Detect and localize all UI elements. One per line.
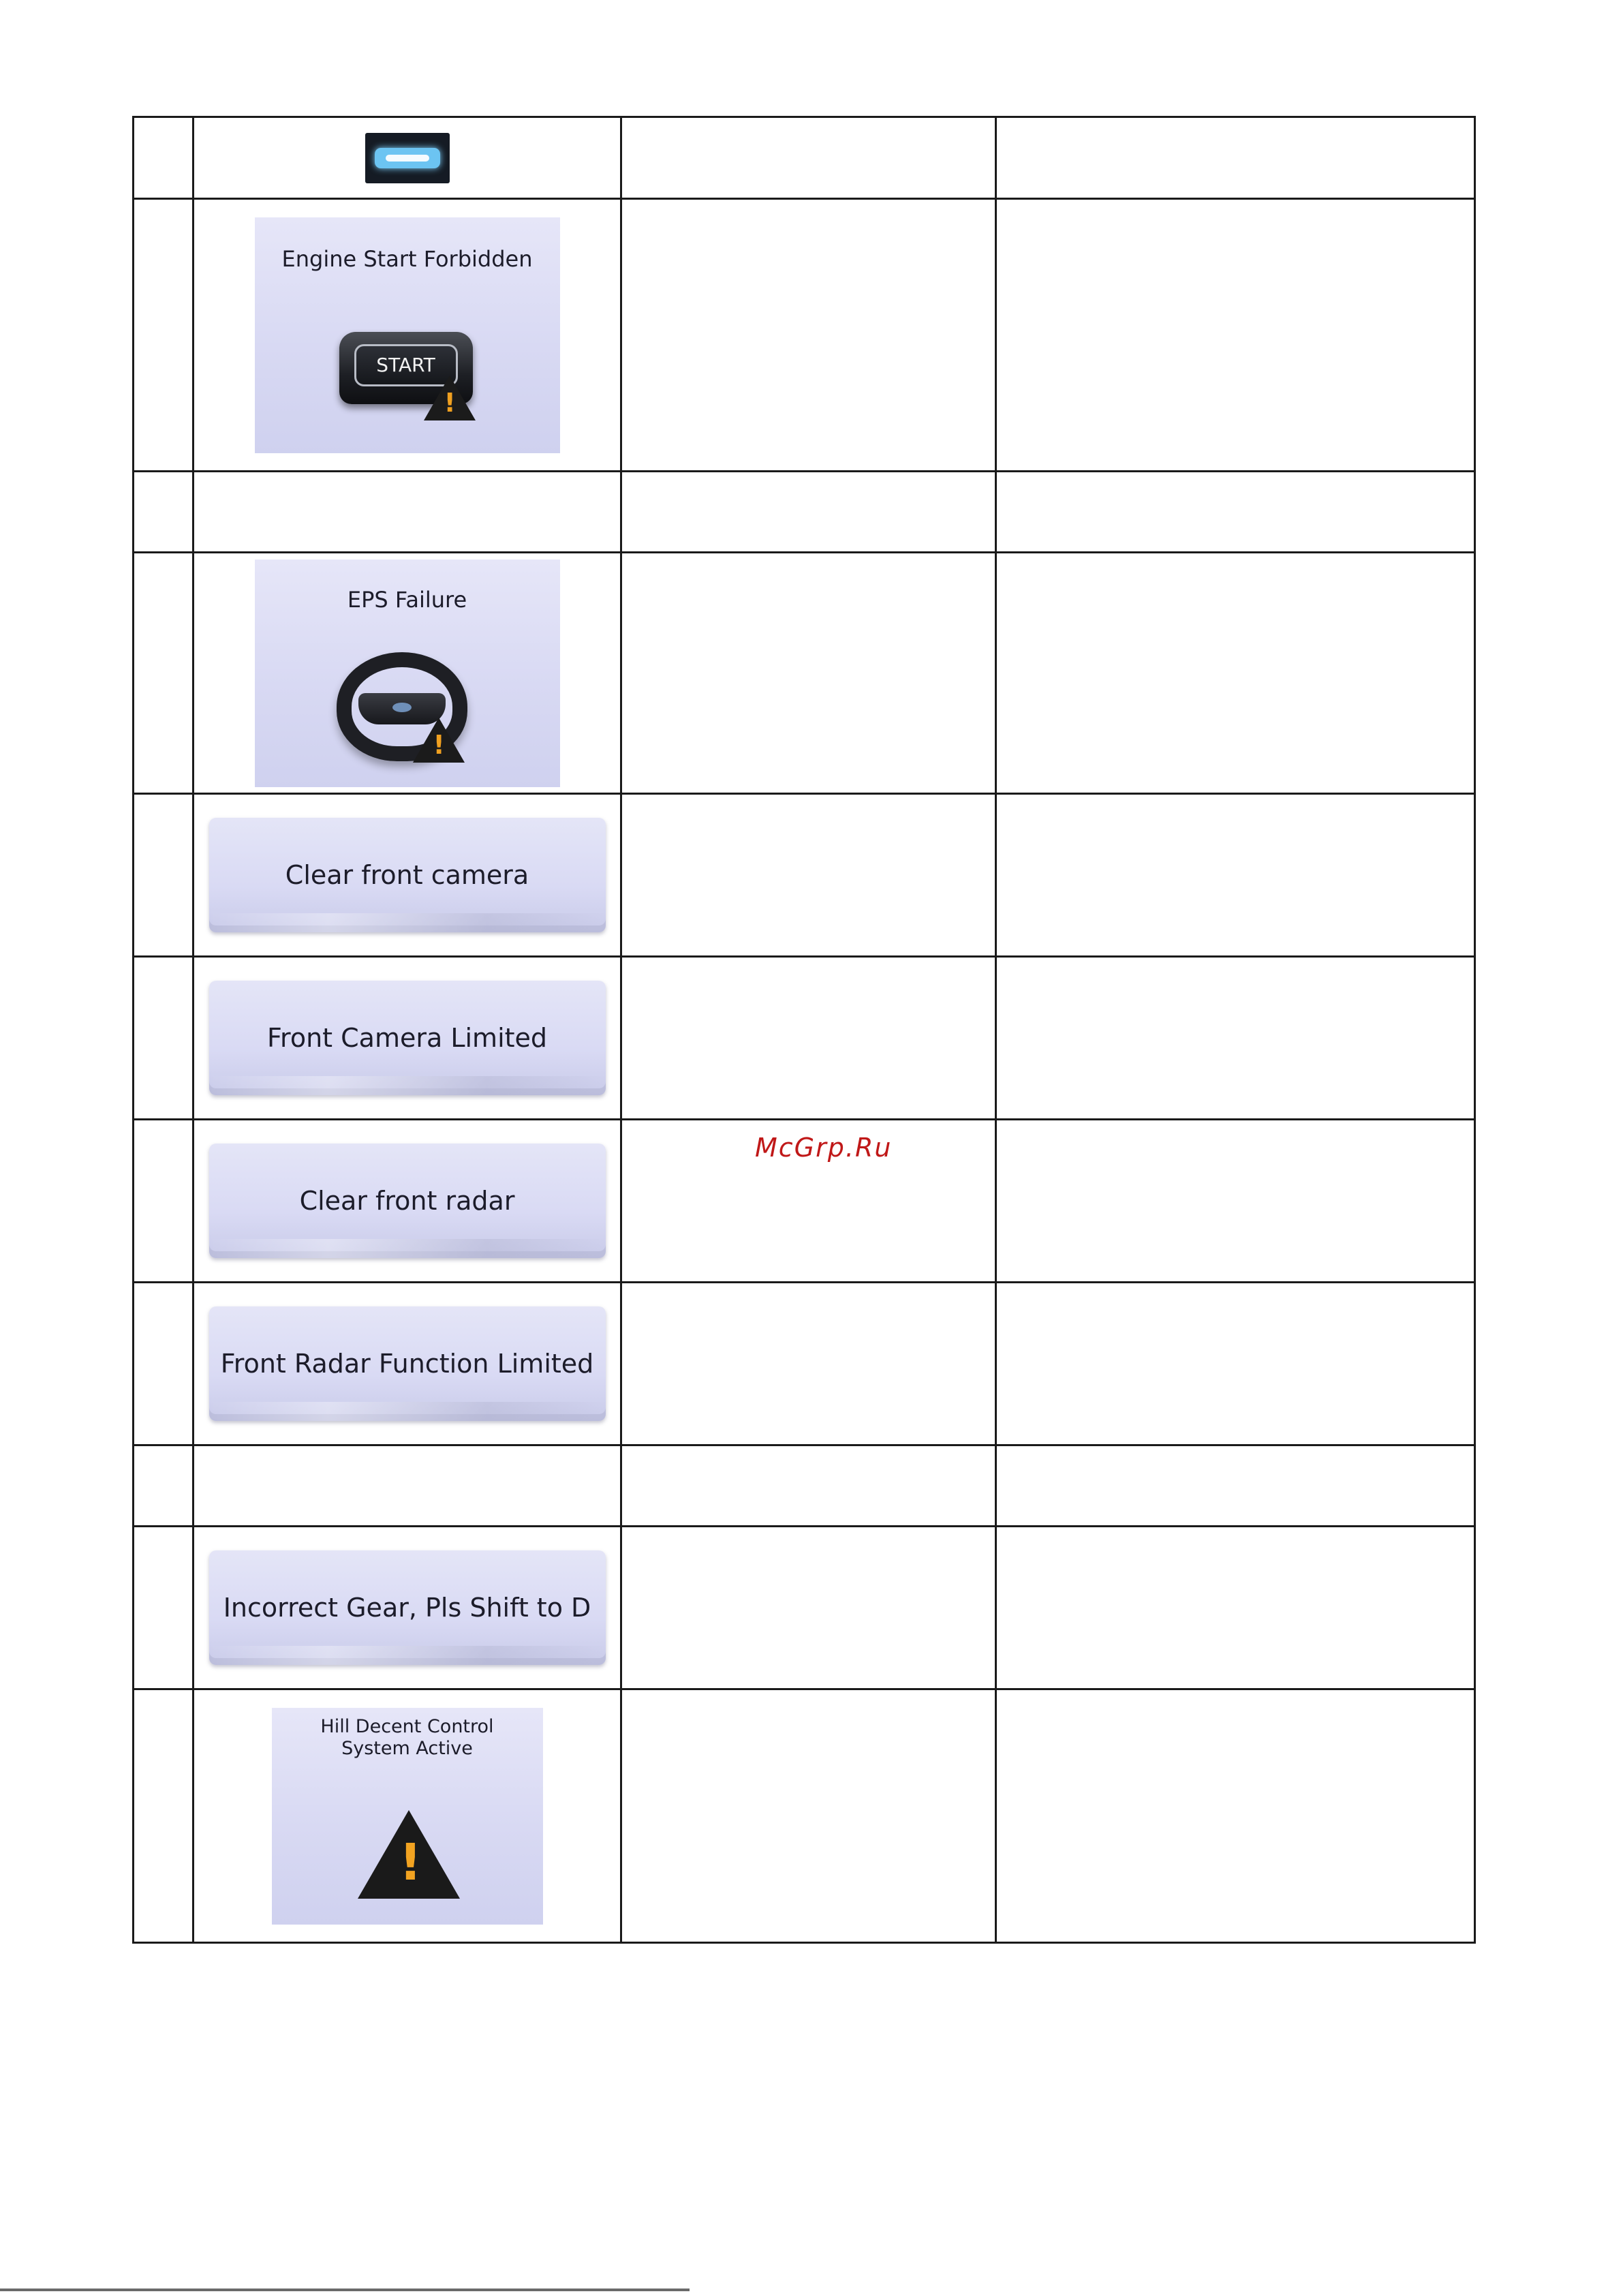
- warning-triangle-icon: !: [413, 718, 465, 763]
- warning-triangle-icon: !: [358, 1810, 460, 1899]
- action-cell: [996, 1689, 1475, 1943]
- row-number-cell: [134, 117, 194, 199]
- warning-messages-table: [132, 116, 1476, 1944]
- panel-message: EPS Failure: [347, 586, 467, 613]
- table-row: [134, 1527, 1475, 1689]
- image-cell: [194, 1527, 621, 1689]
- description-cell: [621, 117, 996, 199]
- light-blue-bar-indicator-icon: [365, 133, 450, 183]
- start-button-label: START: [354, 344, 458, 386]
- table-row: [134, 1445, 1475, 1527]
- row-number-cell: [134, 794, 194, 957]
- row-number-cell: [134, 1120, 194, 1283]
- action-cell: [996, 1527, 1475, 1689]
- row-number-cell: [134, 1283, 194, 1445]
- image-cell: [194, 553, 621, 794]
- warning-triangle-icon: !: [424, 376, 476, 420]
- row-number-cell: [134, 199, 194, 472]
- table-row: [134, 1689, 1475, 1943]
- description-cell: [621, 1283, 996, 1445]
- action-cell: [996, 199, 1475, 472]
- hill-decent-control-panel: [272, 1708, 543, 1925]
- table-row: [134, 957, 1475, 1120]
- description-cell: [621, 199, 996, 472]
- row-number-cell: [134, 472, 194, 553]
- clear-front-radar-panel: Clear front radar: [209, 1144, 606, 1258]
- watermark-text: McGrp.Ru: [755, 1133, 893, 1163]
- action-cell: [996, 117, 1475, 199]
- row-number-cell: [134, 553, 194, 794]
- action-cell: [996, 957, 1475, 1120]
- action-cell: [996, 1283, 1475, 1445]
- table-row: [134, 1283, 1475, 1445]
- table-row: [134, 472, 1475, 553]
- eps-failure-panel: [255, 560, 560, 787]
- action-cell: [996, 794, 1475, 957]
- footer-rule: [0, 2289, 690, 2291]
- action-cell: [996, 1120, 1475, 1283]
- image-cell: [194, 117, 621, 199]
- row-number-cell: [134, 1445, 194, 1527]
- action-cell: [996, 472, 1475, 553]
- image-cell: [194, 957, 621, 1120]
- description-cell: [621, 1120, 996, 1283]
- image-cell: [194, 1120, 621, 1283]
- action-cell: [996, 1445, 1475, 1527]
- description-cell: [621, 1527, 996, 1689]
- image-cell: [194, 199, 621, 472]
- front-radar-function-limited-panel: Front Radar Function Limited: [209, 1306, 606, 1421]
- table-row: [134, 199, 1475, 472]
- image-cell: [194, 794, 621, 957]
- clear-front-camera-panel: Clear front camera: [209, 818, 606, 932]
- row-number-cell: [134, 957, 194, 1120]
- description-cell: [621, 553, 996, 794]
- description-cell: [621, 1689, 996, 1943]
- image-cell: [194, 472, 621, 553]
- row-number-cell: [134, 1689, 194, 1943]
- table-row: [134, 117, 1475, 199]
- description-cell: [621, 794, 996, 957]
- row-number-cell: [134, 1527, 194, 1689]
- image-cell: [194, 1445, 621, 1527]
- description-cell: [621, 1445, 996, 1527]
- table-row: [134, 794, 1475, 957]
- table-row: [134, 1120, 1475, 1283]
- panel-message: Hill Decent Control System Active: [320, 1715, 494, 1759]
- action-cell: [996, 553, 1475, 794]
- table-row: [134, 553, 1475, 794]
- description-cell: [621, 957, 996, 1120]
- incorrect-gear-panel: Incorrect Gear, Pls Shift to D: [209, 1550, 606, 1665]
- engine-start-forbidden-panel: [255, 217, 560, 453]
- description-cell: [621, 472, 996, 553]
- image-cell: [194, 1283, 621, 1445]
- image-cell: [194, 1689, 621, 1943]
- front-camera-limited-panel: Front Camera Limited: [209, 981, 606, 1095]
- panel-message: Engine Start Forbidden: [281, 245, 533, 272]
